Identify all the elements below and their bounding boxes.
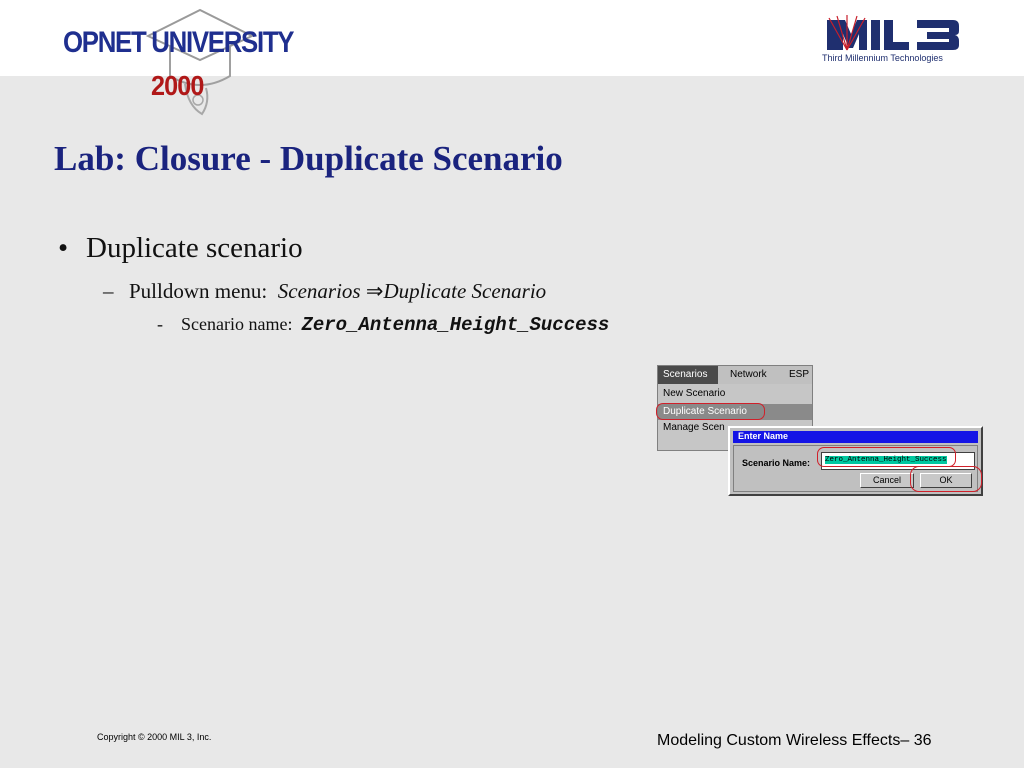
slide-title: Lab: Closure - Duplicate Scenario bbox=[54, 139, 563, 178]
page-number: – 36 bbox=[900, 732, 932, 749]
cancel-button[interactable]: Cancel bbox=[860, 473, 914, 488]
highlight-ring-duplicate bbox=[656, 403, 765, 420]
menubar-item-esp[interactable]: ESP bbox=[789, 369, 810, 380]
copyright: Copyright © 2000 MIL 3, Inc. bbox=[97, 732, 212, 742]
menubar bbox=[658, 366, 812, 384]
menu-item-new-scenario[interactable]: New Scenario bbox=[663, 388, 726, 399]
menu-item-manage-scenarios[interactable]: Manage Scen bbox=[663, 422, 725, 433]
bullet-level-3: - Scenario name: Zero_Antenna_Height_Success bbox=[157, 314, 610, 336]
company-tagline: Third Millennium Technologies bbox=[822, 53, 943, 63]
university-year: 2000 bbox=[151, 70, 204, 101]
mil3-logo bbox=[825, 14, 960, 52]
arrow-icon: ⇒ bbox=[365, 279, 384, 303]
highlight-ring-ok bbox=[910, 466, 982, 492]
footer-course: Modeling Custom Wireless Effects– 36 bbox=[657, 732, 932, 749]
highlight-ring-name-field bbox=[817, 447, 956, 467]
menu-name: Scenarios bbox=[277, 279, 361, 303]
scenario-name-label: Scenario Name: bbox=[742, 458, 811, 468]
menubar-item-network[interactable]: Network bbox=[730, 369, 767, 380]
menu-item-name: Duplicate Scenario bbox=[383, 279, 547, 303]
scenario-name-value: Zero_Antenna_Height_Success bbox=[301, 314, 610, 336]
bullet-dot-icon: • bbox=[58, 232, 69, 264]
dialog-title-bar: Enter Name bbox=[733, 431, 978, 443]
bullet-level-1: • Duplicate scenario bbox=[58, 232, 303, 264]
bullet-level-2: – Pulldown menu: Scenarios ⇒Duplicate Scenario bbox=[103, 279, 547, 303]
ok-button[interactable]: OK bbox=[920, 473, 972, 488]
menubar-item-scenarios[interactable]: Scenarios bbox=[658, 366, 718, 384]
menu-item-duplicate-scenario[interactable]: Duplicate Scenario bbox=[658, 404, 812, 420]
university-title: OPNET UNIVERSITY bbox=[63, 26, 294, 59]
scenario-name-input[interactable]: Zero_Antenna_Height_Success bbox=[821, 452, 975, 470]
